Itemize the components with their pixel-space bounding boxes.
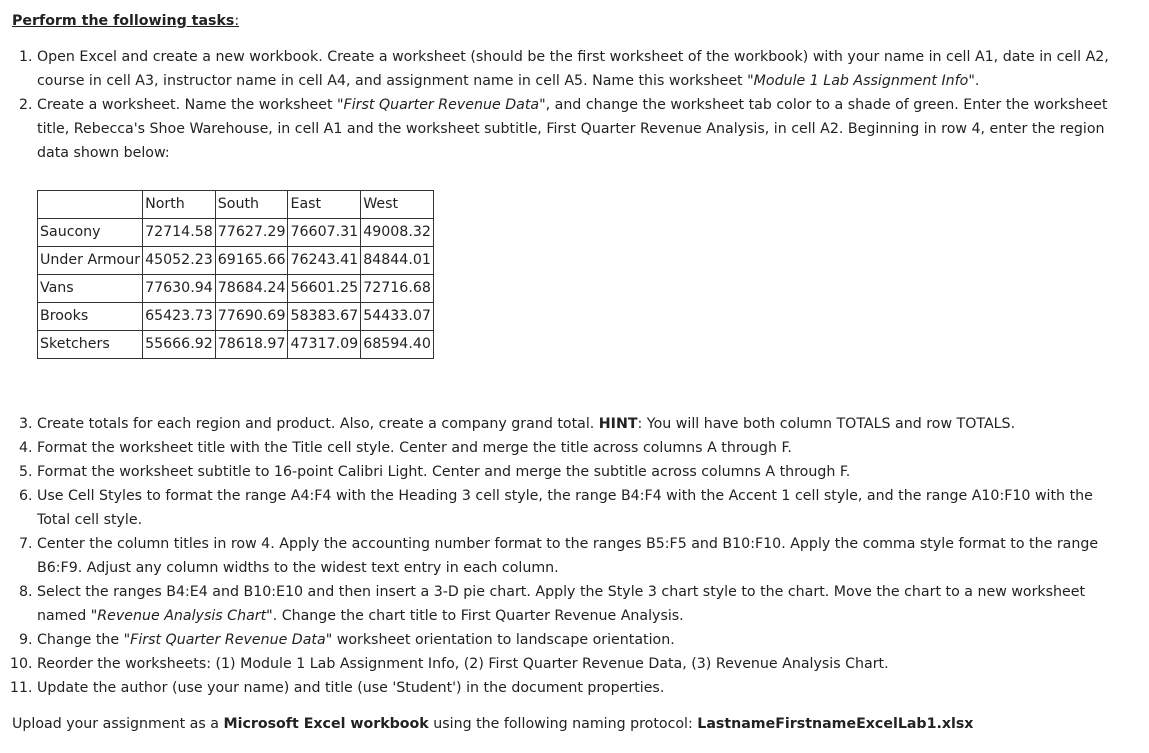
task-8-sheet-name: Revenue Analysis Chart (97, 608, 267, 624)
task-list-part-1 (0, 45, 1122, 165)
task-item-6: 6. Use Cell Styles to format the range A4:F4 with the Heading 3 cell style, the range B4:F4 with the Accent 1 cell style, and the range A10:F10 with the Total cell style. (37, 484, 1122, 532)
footer-text-c: using the following naming protocol: (428, 716, 698, 732)
task-item-11: 11. Update the author (use your name) and title (use 'Student') in the document properties. (37, 676, 1122, 700)
task-2-text-a: Create a worksheet. Name the worksheet " (37, 97, 344, 113)
footer-file-type: Microsoft Excel workbook (223, 716, 429, 732)
task-3-text-a: Create totals for each region and product. Also, create a company grand total. (37, 416, 599, 432)
table-header-cell: West (361, 191, 434, 219)
table-cell: Vans (38, 275, 143, 303)
table-cell: 78684.24 (215, 275, 288, 303)
table-header-row (38, 191, 434, 219)
table-row (38, 219, 434, 247)
task-1-sheet-name: Module 1 Lab Assignment Info (753, 73, 969, 89)
table-cell: 69165.66 (215, 247, 288, 275)
table-cell: 72716.68 (361, 275, 434, 303)
task-3-text-b: : You will have both column TOTALS and row TOTALS. (637, 416, 1016, 432)
table-cell: 45052.23 (143, 247, 216, 275)
task-item-1 (37, 45, 1122, 93)
table-cell: 77627.29 (215, 219, 288, 247)
region-data-table (37, 190, 434, 359)
table-cell: Under Armour (38, 247, 143, 275)
table-row (38, 331, 434, 359)
task-item-9 (37, 628, 1122, 652)
task-2-sheet-name: First Quarter Revenue Data (343, 97, 540, 113)
task-item-7: 7. Center the column titles in row 4. Apply the accounting number format to the ranges B5:F5 and B10:F10. Apply the comma style format to the range B6:F9. Adjust any column widths to the widest text entry in each column. (37, 532, 1122, 580)
table-cell: 47317.09 (288, 331, 361, 359)
table-row (38, 275, 434, 303)
heading-colon: : (234, 13, 240, 29)
table-cell: 65423.73 (143, 303, 216, 331)
table-cell: Saucony (38, 219, 143, 247)
task-item-2 (37, 93, 1122, 165)
table-header-cell (38, 191, 143, 219)
table-cell: 76607.31 (288, 219, 361, 247)
task-8-text-c: ". Change the chart title to First Quarter Revenue Analysis. (266, 608, 684, 624)
table-row (38, 247, 434, 275)
task-1-text-c: ". (968, 73, 980, 89)
task-2-text-c: ", and change the worksheet tab color to a shade of green. Enter the worksheet title, Rebecca's Shoe Warehouse, in cell A1 and the worksheet subtitle, First Quarter Revenue Analysis, in cell A2. Beginning in row 4, enter the region data shown below: (37, 97, 1108, 161)
task-8-text-a: Select the ranges B4:E4 and B10:E10 and then insert a 3-D pie chart. Apply the Style 3 chart style to the chart. Move the chart to a new worksheet named " (37, 584, 1086, 624)
task-1-text-a: Open Excel and create a new workbook. Create a worksheet (should be the first worksheet of the workbook) with your name in cell A1, date in cell A2, course in cell A3, instructor name in cell A4, and assignment name in cell A5. Name this worksheet " (37, 49, 1109, 89)
table-cell: 58383.67 (288, 303, 361, 331)
task-9-text-c: " worksheet orientation to landscape orientation. (325, 632, 675, 648)
task-list-part-2 (0, 412, 1122, 700)
table-cell: 77630.94 (143, 275, 216, 303)
task-item-10: 10. Reorder the worksheets: (1) Module 1 Lab Assignment Info, (2) First Quarter Revenue Data, (3) Revenue Analysis Chart. (37, 652, 1122, 676)
table-header-cell: North (143, 191, 216, 219)
table-header-cell: East (288, 191, 361, 219)
table-cell: Sketchers (38, 331, 143, 359)
task-9-text-a: Change the " (37, 632, 131, 648)
instructions-heading (12, 12, 239, 31)
heading-text: Perform the following tasks (12, 13, 235, 29)
table-cell: 78618.97 (215, 331, 288, 359)
table-cell: 68594.40 (361, 331, 434, 359)
task-item-3 (37, 412, 1122, 436)
table-cell: 56601.25 (288, 275, 361, 303)
table-cell: 77690.69 (215, 303, 288, 331)
task-9-sheet-name: First Quarter Revenue Data (130, 632, 326, 648)
table-header-cell: South (215, 191, 288, 219)
footer-text-a: Upload your assignment as a (12, 716, 224, 732)
table-cell: 55666.92 (143, 331, 216, 359)
task-item-8 (37, 580, 1122, 628)
table-cell: 72714.58 (143, 219, 216, 247)
table-cell: Brooks (38, 303, 143, 331)
task-item-5: 5. Format the worksheet subtitle to 16-point Calibri Light. Center and merge the subtitle across columns A through F. (37, 460, 1122, 484)
footer-file-name: LastnameFirstnameExcelLab1.xlsx (697, 716, 974, 732)
table-cell: 84844.01 (361, 247, 434, 275)
task-item-4: 4. Format the worksheet title with the Title cell style. Center and merge the title across columns A through F. (37, 436, 1122, 460)
table-cell: 54433.07 (361, 303, 434, 331)
table-cell: 76243.41 (288, 247, 361, 275)
upload-instructions (12, 712, 973, 736)
table-cell: 49008.32 (361, 219, 434, 247)
table-row (38, 303, 434, 331)
task-3-hint-label: HINT (598, 416, 638, 432)
